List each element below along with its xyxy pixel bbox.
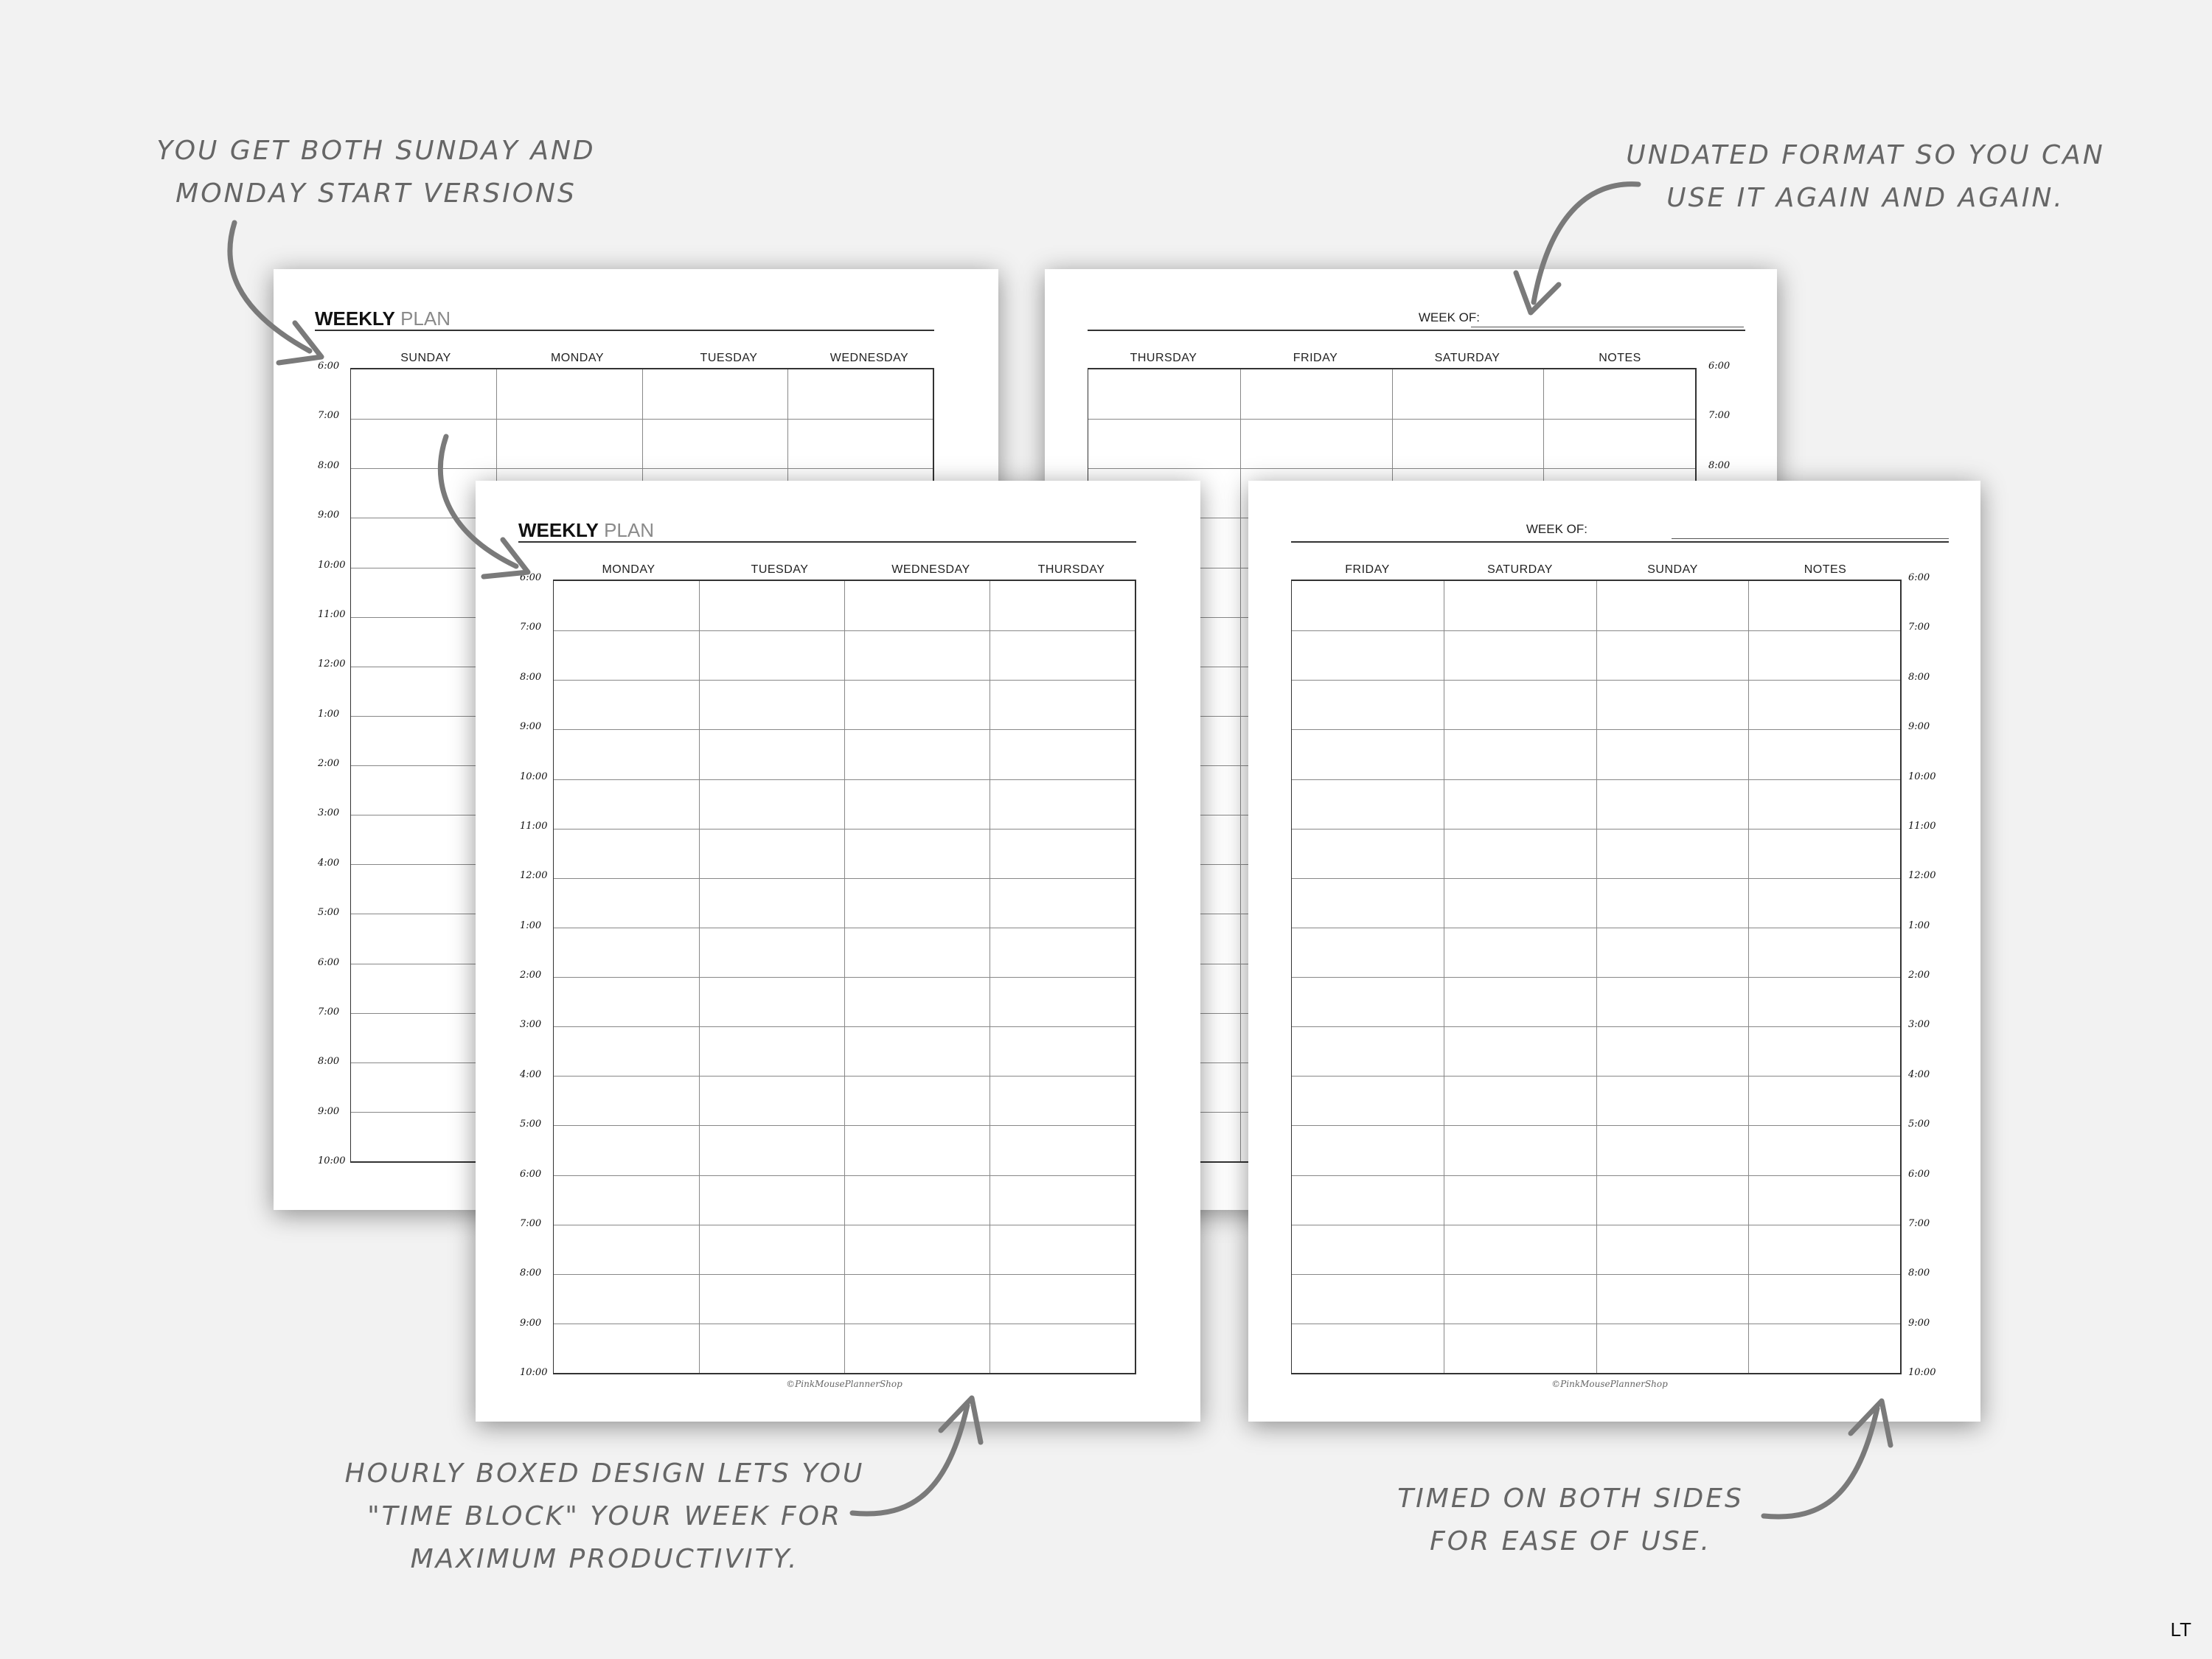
column-header: THURSDAY [1037, 563, 1105, 576]
callout-line: HOURLY BOXED DESIGN LETS YOU [344, 1458, 865, 1489]
time-label: 6:00 [318, 956, 340, 968]
time-label: 4:00 [318, 857, 340, 869]
callout-line: FOR EASE OF USE. [1430, 1526, 1711, 1557]
time-label: 8:00 [1908, 671, 1930, 683]
time-label: 10:00 [1908, 771, 1936, 782]
time-label: 11:00 [520, 820, 548, 832]
time-label: 8:00 [1708, 459, 1731, 471]
column-header: SUNDAY [400, 352, 451, 364]
column-header: SATURDAY [1487, 563, 1553, 576]
time-label: 2:00 [1908, 970, 1930, 981]
time-label: 2:00 [318, 758, 340, 769]
time-label: 8:00 [1908, 1267, 1930, 1279]
time-label: 10:00 [520, 1367, 548, 1378]
arrow-top-left-icon [230, 223, 310, 351]
title-bold: WEEKLY [518, 519, 599, 541]
time-label: 6:00 [1908, 572, 1930, 583]
title-bold: WEEKLY [315, 307, 395, 330]
time-label: 10:00 [318, 559, 346, 571]
callout-line: USE IT AGAIN AND AGAIN. [1666, 183, 2065, 213]
time-label: 11:00 [1908, 820, 1936, 832]
time-label: 8:00 [520, 671, 542, 683]
column-header: WEDNESDAY [891, 563, 970, 576]
time-label: 10:00 [1908, 1367, 1936, 1378]
time-label: 6:00 [1908, 1168, 1930, 1180]
column-header: MONDAY [550, 352, 605, 364]
column-header: NOTES [1599, 352, 1641, 364]
time-label: 9:00 [520, 1317, 542, 1329]
time-label: 8:00 [318, 459, 340, 471]
time-label: 5:00 [318, 907, 340, 919]
column-header: TUESDAY [700, 352, 758, 364]
time-label: 1:00 [318, 708, 340, 720]
time-label: 1:00 [1908, 919, 1930, 931]
time-label: 5:00 [1908, 1119, 1930, 1130]
week-of-label: WEEK OF: [1418, 310, 1480, 324]
time-label: 2:00 [520, 970, 542, 981]
column-header: TUESDAY [751, 563, 809, 576]
time-label: 9:00 [318, 1105, 340, 1117]
time-label: 12:00 [1908, 870, 1936, 882]
time-label: 12:00 [520, 870, 548, 882]
time-label: 7:00 [520, 1217, 542, 1229]
time-label: 3:00 [520, 1019, 542, 1031]
title-light: PLAN [400, 307, 451, 330]
callout-line: "TIME BLOCK" YOUR WEEK FOR [367, 1501, 842, 1531]
time-label: 6:00 [1708, 361, 1731, 372]
time-label: 6:00 [318, 361, 340, 372]
page-footer: ©PinkMousePlannerShop [786, 1379, 902, 1389]
time-label: 9:00 [520, 721, 542, 733]
callout-line: TIMED ON BOTH SIDES [1397, 1484, 1744, 1514]
column-header: THURSDAY [1130, 352, 1197, 364]
time-label: 9:00 [318, 509, 340, 521]
time-label: 4:00 [1908, 1068, 1930, 1080]
corner-mark: LT [2170, 1618, 2191, 1641]
time-label: 3:00 [1908, 1019, 1930, 1031]
title-light: PLAN [604, 519, 654, 541]
time-label: 7:00 [1708, 410, 1731, 422]
time-label: 8:00 [520, 1267, 542, 1279]
time-label: 10:00 [318, 1155, 346, 1166]
column-header: SATURDAY [1434, 352, 1500, 364]
time-label: 8:00 [318, 1056, 340, 1068]
arrow-top-right-icon [1534, 184, 1638, 302]
callout-line: YOU GET BOTH SUNDAY AND [156, 136, 596, 166]
time-label: 7:00 [1908, 1217, 1930, 1229]
column-header: MONDAY [602, 563, 655, 576]
time-label: 7:00 [520, 622, 542, 633]
time-label: 3:00 [318, 807, 340, 819]
column-header: FRIDAY [1345, 563, 1390, 576]
time-label: 7:00 [318, 410, 340, 422]
callout-line: MONDAY START VERSIONS [175, 178, 577, 209]
time-label: 9:00 [1908, 1317, 1930, 1329]
week-of-label: WEEK OF: [1526, 522, 1587, 536]
column-header: SUNDAY [1647, 563, 1698, 576]
page-footer: ©PinkMousePlannerShop [1551, 1379, 1668, 1389]
column-header: WEDNESDAY [830, 352, 909, 364]
time-label: 1:00 [520, 919, 542, 931]
time-label: 6:00 [520, 572, 542, 583]
column-header: FRIDAY [1293, 352, 1338, 364]
column-header: NOTES [1804, 563, 1847, 576]
time-label: 7:00 [1908, 622, 1930, 633]
arrow-monday-icon [440, 437, 516, 566]
time-label: 4:00 [520, 1068, 542, 1080]
time-label: 5:00 [520, 1119, 542, 1130]
time-label: 6:00 [520, 1168, 542, 1180]
callout-line: UNDATED FORMAT SO YOU CAN [1626, 140, 2105, 170]
time-label: 10:00 [520, 771, 548, 782]
time-label: 7:00 [318, 1006, 340, 1018]
time-label: 12:00 [318, 658, 346, 670]
time-label: 11:00 [318, 608, 346, 620]
time-label: 9:00 [1908, 721, 1930, 733]
callout-line: MAXIMUM PRODUCTIVITY. [410, 1544, 799, 1574]
